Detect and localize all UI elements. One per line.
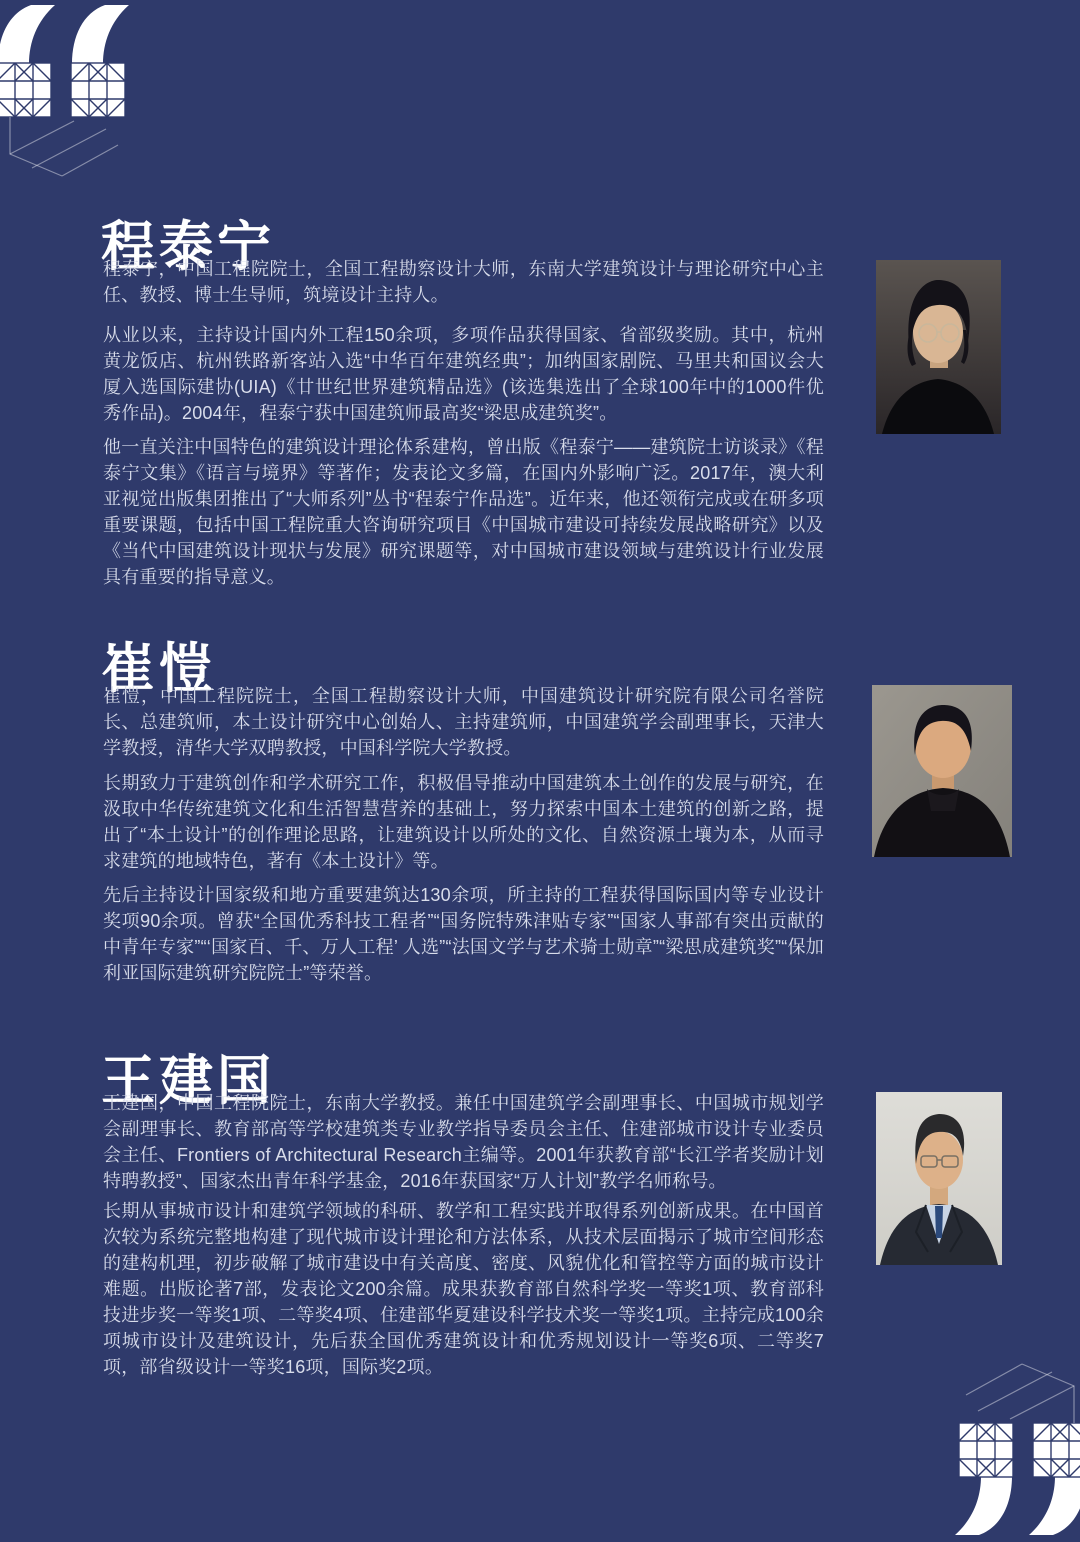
opening-quote-icon	[0, 2, 132, 178]
profile-paragraph: 程泰宁，中国工程院院士，全国工程勘察设计大师，东南大学建筑设计与理论研究中心主任、教授、博士生导师，筑境设计主持人。	[103, 259, 824, 305]
profile-paragraph: 崔愷，中国工程院院士，全国工程勘察设计大师，中国建筑设计研究院有限公司名誉院长、总建筑师，本土设计研究中心创始人、主持建筑师，中国建筑学会副理事长，天津大学教授，清华大学双聘教授，中国科学院大学教授。	[103, 686, 824, 758]
portrait-photo-cheng-taining	[876, 260, 1001, 434]
quote-wireframe-lines	[966, 1364, 1074, 1423]
portrait-photo-wang-jianguo	[876, 1092, 1002, 1265]
profile-name: 崔愷	[101, 639, 217, 700]
portrait-illustration	[876, 1092, 1002, 1265]
closing-quote-icon	[952, 1362, 1080, 1538]
portrait-photo-cui-kai	[872, 685, 1012, 857]
profile-paragraph: 长期从事城市设计和建筑学领域的科研、教学和工程实践并取得系列创新成果。在中国首次较为系统完整地构建了现代城市设计理论和方法体系，从技术层面揭示了城市空间形态的建构机理，初步破解了城市建设中有关高度、密度、风貌优化和管控等方面的城市设计难题。出版论著7部，发表论文200余篇。成果获教育部自然科学奖一等奖1项、教育部科技进步奖一等奖1项、二等奖4项、住建部华夏建设科学技术奖一等奖1项。主持完成100余项城市设计及建筑设计，先后获全国优秀建筑设计和优秀规划设计一等奖6项、二等奖7项，部省级设计一等奖16项，国际奖2项。	[103, 1201, 824, 1377]
portrait-illustration	[872, 685, 1012, 857]
profile-name: 程泰宁	[101, 217, 275, 278]
profile-paragraph: 从业以来，主持设计国内外工程150余项，多项作品获得国家、省部级奖励。其中，杭州黄龙饭店、杭州铁路新客站入选“中华百年建筑经典”；加纳国家剧院、马里共和国议会大厦入选国际建协(UIA)《廿世纪世界建筑精品选》(该选集选出了全球100年中的1000件优秀作品)。2004年，程泰宁获中国建筑师最高奖“梁思成建筑奖”。	[103, 325, 824, 423]
profile-paragraph: 他一直关注中国特色的建筑设计理论体系建构，曾出版《程泰宁——建筑院士访谈录》《程泰宁文集》《语言与境界》等著作；发表论文多篇，在国内外影响广泛。2017年，澳大利亚视觉出版集团推出了“大师系列”丛书“程泰宁作品选”。近年来，他还领衔完成或在研多项重要课题，包括中国工程院重大咨询研究项目《中国城市建设可持续发展战略研究》以及《当代中国建筑设计现状与发展》研究课题等，对中国城市建设领域与建筑设计行业发展具有重要的指导意义。	[103, 437, 824, 587]
profile-paragraph: 王建国，中国工程院院士，东南大学教授。兼任中国建筑学会副理事长、中国城市规划学会副理事长、教育部高等学校建筑类专业教学指导委员会主任、住建部城市设计专业委员会主任、Frontiers of Architectural Research主编等。2001年获教育部“长江学者奖励计划特聘教授”、国家杰出青年科学基金，2016年获国家“万人计划”教学名师称号。	[103, 1093, 824, 1191]
quote-wireframe-lines	[10, 117, 118, 176]
profile-paragraph: 长期致力于建筑创作和学术研究工作，积极倡导推动中国建筑本土创作的发展与研究，在汲取中华传统建筑文化和生活智慧营养的基础上，努力探索中国本土建筑的创新之路，提出了“本土设计”的创作理论思路，让建筑设计以所处的文化、自然资源土壤为本，从而寻求建筑的地域特色，著有《本土设计》等。	[103, 773, 824, 871]
portrait-illustration	[876, 260, 1001, 434]
profile-paragraph: 先后主持设计国家级和地方重要建筑达130余项，所主持的工程获得国际国内等专业设计奖项90余项。曾获“全国优秀科技工程者”“国务院特殊津贴专家”“国家人事部有突出贡献的中青年专家”“‘国家百、千、万人工程’ 人选”“法国文学与艺术骑士勋章”“梁思成建筑奖”“保加利亚国际建筑研究院院士”等荣誉。	[103, 885, 824, 983]
profile-name: 王建国	[101, 1051, 275, 1112]
